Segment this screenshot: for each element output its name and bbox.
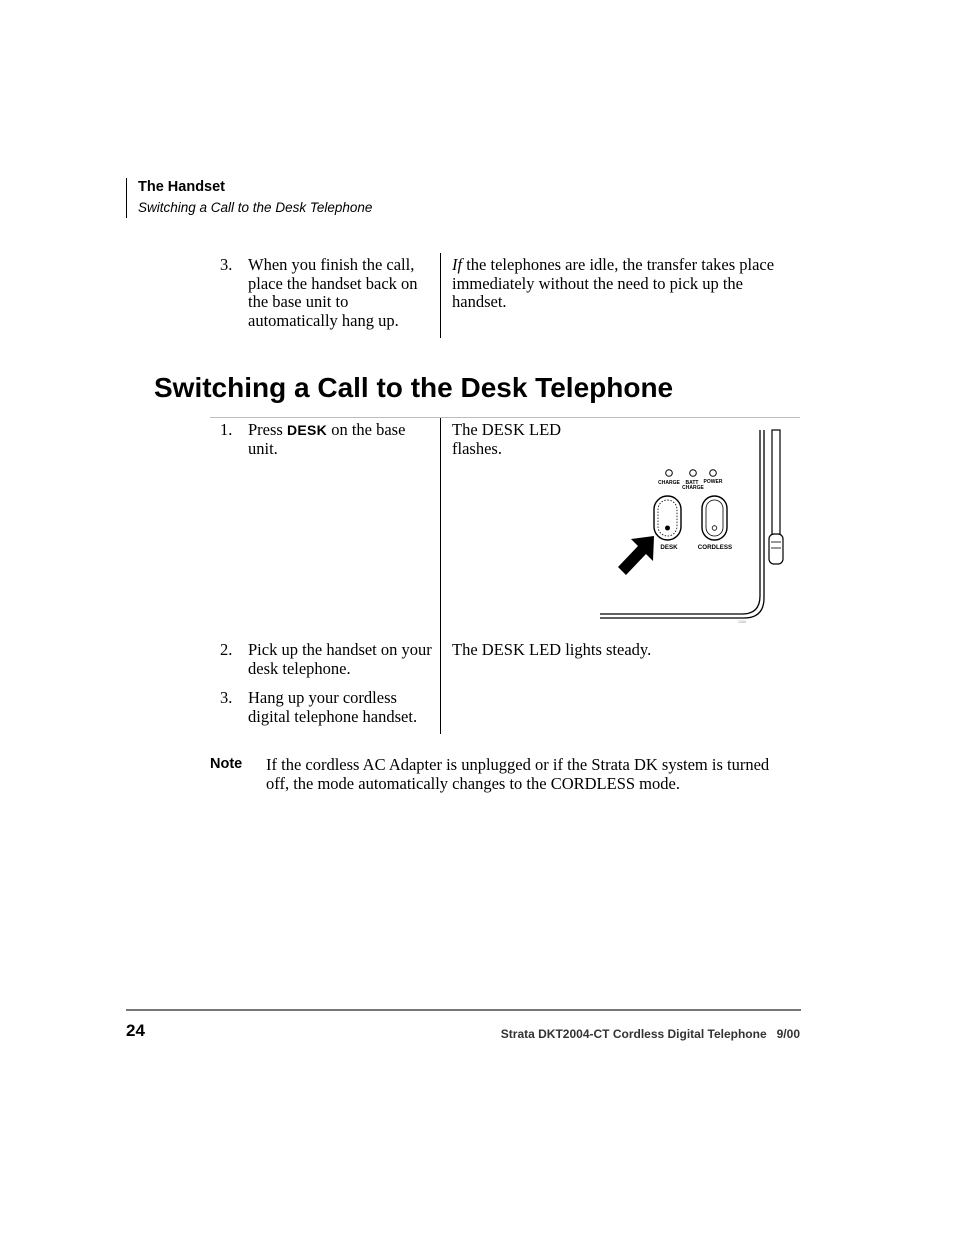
- note-text: If the cordless AC Adapter is unplugged or if the Strata DK system is turned off, the mode automatically changes to the CORDLESS mode.: [266, 755, 770, 793]
- note-label: Note: [210, 756, 243, 772]
- batt-led-label: BATT: [685, 480, 699, 486]
- step-instruction: When you finish the call, place the handset back on the base unit to automatically hang up.: [248, 255, 418, 330]
- result-rest: the telephones are idle, the transfer takes place immediately without the need to pick up the handset.: [452, 255, 775, 311]
- section-heading: Switching a Call to the Desk Telephone: [154, 372, 674, 403]
- footer-title-text: Strata DKT2004-CT Cordless Digital Telephone 9/00: [500, 1027, 800, 1041]
- step-number: 1.: [220, 420, 233, 439]
- desk-button-label: DESK: [660, 544, 678, 551]
- column-divider: [440, 418, 441, 734]
- step-instruction: Pick up the handset on your desk telephone.: [248, 640, 432, 678]
- page-number: 24: [126, 1021, 145, 1040]
- antenna-shaft: [772, 430, 780, 536]
- figure-code: 1244: [738, 620, 746, 624]
- cordless-button-led: [712, 526, 717, 531]
- chapter-title: The Handset: [138, 179, 226, 195]
- antenna-tip: [769, 534, 783, 564]
- charge-led: [666, 470, 673, 477]
- step-text-before: Press: [248, 420, 287, 439]
- batt-led-sublabel: CHARGE: [682, 485, 704, 491]
- step-text-after: on the base unit.: [248, 420, 406, 458]
- desk-button-led: [665, 526, 670, 531]
- running-header: [126, 178, 372, 218]
- cordless-button-label: CORDLESS: [697, 544, 733, 551]
- power-led-label: POWER: [703, 479, 723, 485]
- footer-rule: [126, 1009, 801, 1011]
- batt-charge-led: [690, 470, 697, 477]
- pointer-arrow-icon: [618, 536, 654, 575]
- step-result: [452, 256, 798, 312]
- step-result: The DESK LED flashes.: [452, 420, 562, 458]
- heading-rule: [210, 417, 800, 418]
- section-subtitle: Switching a Call to the Desk Telephone: [138, 200, 373, 215]
- footer-title: [501, 1026, 800, 1042]
- step-result: The DESK LED lights steady.: [452, 640, 652, 659]
- italic-if: If: [452, 255, 463, 274]
- power-led: [710, 470, 717, 477]
- step-number: 3.: [220, 688, 233, 707]
- step-instruction: [248, 421, 432, 458]
- housing-outline-inner: [600, 430, 764, 618]
- column-divider: [440, 253, 441, 338]
- step-number: 3.: [220, 255, 233, 274]
- base-unit-illustration: [596, 426, 804, 628]
- step-instruction: Hang up your cordless digital telephone handset.: [248, 688, 418, 726]
- desk-key-label: DESK: [286, 422, 328, 438]
- charge-led-label: CHARGE: [658, 480, 680, 486]
- base-unit-drawing: [596, 426, 804, 628]
- step-number: 2.: [220, 640, 233, 659]
